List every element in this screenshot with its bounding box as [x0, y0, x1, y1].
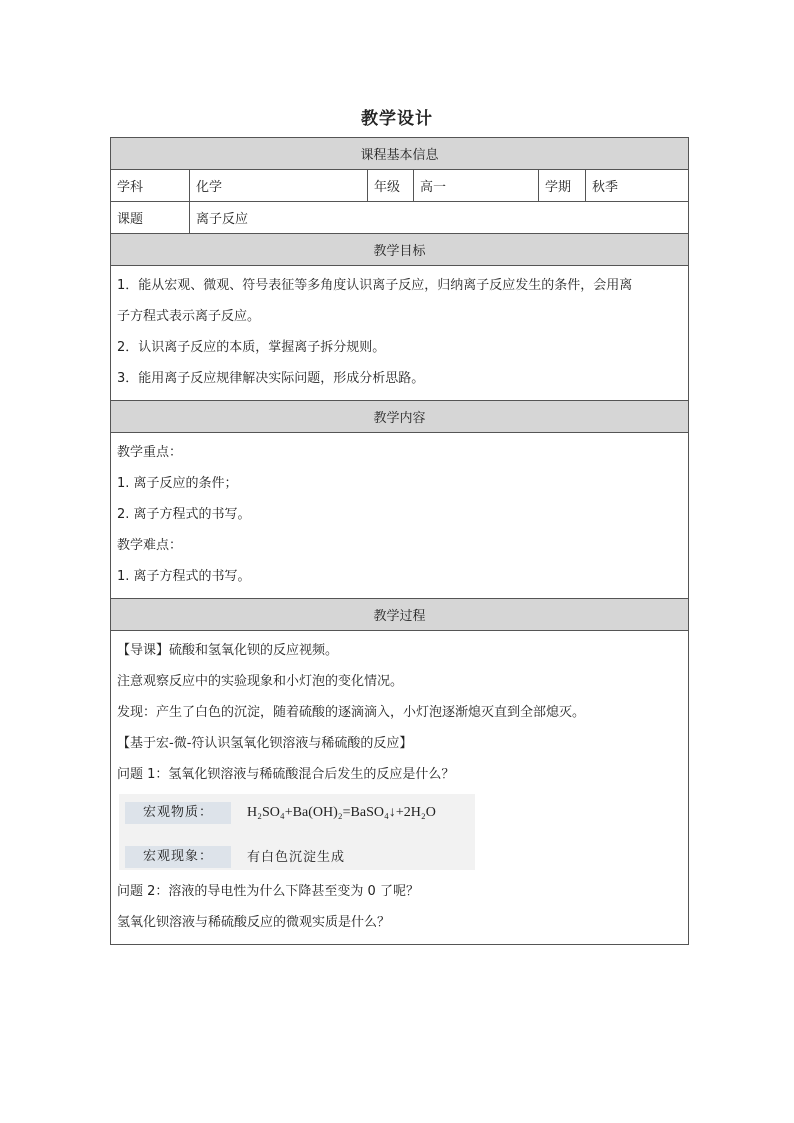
key-points-heading: 教学重点：: [117, 445, 183, 460]
term-value: 秋季: [586, 170, 689, 202]
section-header-goals: 教学目标: [111, 234, 689, 266]
phenomenon-text: 有白色沉淀生成: [247, 850, 346, 865]
question-1: 问题 1：氢氧化钡溶液与稀硫酸混合后发生的反应是什么？: [117, 767, 455, 782]
process-cell: [111, 631, 689, 945]
grade-value: 高一: [414, 170, 539, 202]
content-line: 1. 离子方程式的书写。: [117, 569, 251, 584]
reaction-equation: H₂SO₄+Ba(OH)₂=BaSO₄↓+2H₂O: [247, 805, 436, 820]
goal-line: 2．认识离子反应的本质，掌握离子拆分规则。: [117, 340, 386, 355]
question-2: 问题 2：溶液的导电性为什么下降甚至变为 0 了呢？: [117, 884, 419, 899]
macro-analysis-figure: [119, 794, 475, 870]
grade-label: 年级: [368, 170, 414, 202]
subject-value: 化学: [190, 170, 368, 202]
process-line: 【导课】硫酸和氢氧化钡的反应视频。: [117, 643, 339, 658]
process-line: 【基于宏-微-符认识氢氧化钡溶液与稀硫酸的反应】: [117, 736, 413, 751]
goal-line: 1．能从宏观、微观、符号表征等多角度认识离子反应，归纳离子反应发生的条件，会用离: [117, 278, 633, 293]
process-line: 发现：产生了白色的沉淀，随着硫酸的逐滴滴入，小灯泡逐渐熄灭直到全部熄灭。: [117, 705, 586, 720]
macro-substance-label: 宏观物质：: [125, 802, 231, 824]
content-line: 1. 离子反应的条件；: [117, 476, 238, 491]
content-cell: [111, 433, 689, 599]
macro-phenomenon-label: 宏观现象：: [125, 846, 231, 868]
section-header-process: 教学过程: [111, 599, 689, 631]
process-line: 注意观察反应中的实验现象和小灯泡的变化情况。: [117, 674, 404, 689]
goal-line: 子方程式表示离子反应。: [117, 309, 261, 324]
content-line: 2. 离子方程式的书写。: [117, 507, 251, 522]
process-line: 氢氧化钡溶液与稀硫酸反应的微观实质是什么？: [117, 915, 391, 930]
lesson-plan-table: [110, 137, 689, 945]
difficulties-heading: 教学难点：: [117, 538, 183, 553]
section-header-basic-info: 课程基本信息: [111, 138, 689, 170]
topic-label: 课题: [111, 202, 190, 234]
goals-cell: [111, 266, 689, 401]
goal-line: 3．能用离子反应规律解决实际问题，形成分析思路。: [117, 371, 425, 386]
document-title: 教学设计: [361, 109, 433, 129]
term-label: 学期: [539, 170, 586, 202]
subject-label: 学科: [111, 170, 190, 202]
section-header-content: 教学内容: [111, 401, 689, 433]
topic-value: 离子反应: [190, 202, 689, 234]
